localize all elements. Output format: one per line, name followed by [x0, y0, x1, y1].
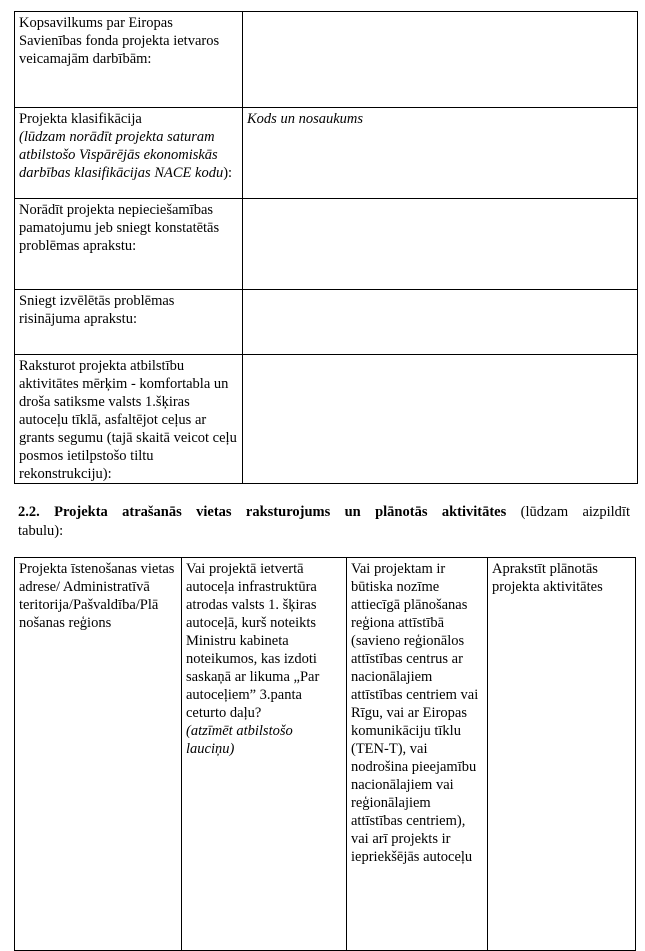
table-row — [15, 290, 638, 355]
table-row — [15, 558, 636, 951]
classification-value[interactable]: Kods un nosaukums — [243, 108, 638, 199]
section-heading — [18, 503, 630, 522]
section-number: 2.2. — [18, 504, 40, 520]
road-category-note: (atzīmēt atbilstošo lauciņu) — [186, 723, 293, 757]
road-category-header: Vai projektā ietvertā autoceļa infrastruktūra atrodas valsts 1. šķiras autoceļā, kurš noteikts Ministru kabineta noteikumos, kas izdoti saskaņā ar likuma „Par autoceļiem” 3.panta ceturto daļu? — [186, 561, 320, 721]
classification-note: (lūdzam norādīt projekta saturam atbilstošo Vispārējās ekonomiskās darbības klasifikācijas NACE kodu — [19, 129, 224, 181]
table-row — [15, 108, 638, 199]
solution-value[interactable] — [243, 290, 638, 355]
road-category-header-cell — [182, 558, 347, 951]
location-address-header: Projekta īstenošanas vietas adrese/ Administratīvā teritorija/Pašvaldība/Plā nošanas reģions — [15, 558, 182, 951]
classification-note-end: ): — [223, 165, 233, 181]
compliance-value[interactable] — [243, 355, 638, 484]
table-row — [15, 355, 638, 484]
necessity-value[interactable] — [243, 199, 638, 290]
location-activities-table — [14, 557, 636, 951]
project-summary-table — [14, 11, 638, 484]
section-title: Projekta atrašanās vietas raksturojums un plānotās aktivitātes — [54, 504, 507, 520]
summary-value[interactable] — [243, 12, 638, 108]
planned-activities-header: Aprakstīt plānotās projekta aktivitātes — [488, 558, 636, 951]
compliance-label: Raksturot projekta atbilstību aktivitātes mērķim - komfortabla un droša satiksme valsts 1.šķiras autoceļu tīklā, asfaltējot ceļus ar grants segumu (tajā skaitā veicot ceļu posmos ietilpstošo tiltu rekonstrukciju): — [15, 355, 243, 484]
regional-significance-header: Vai projektam ir būtiska nozīme attiecīgā plānošanas reģiona attīstībā (savieno reģionālos attīstības centrus ar nacionālajiem attīstības centriem vai Rīgu, vai ar Eiropas komunikāciju tīklu (TEN-T), vai nodrošina pieejamību nacionālajiem vai reģionālajiem attīstības centriem), vai arī projekts ir iepriekšējās autoceļu — [347, 558, 488, 951]
table-row — [15, 12, 638, 108]
section-note: (lūdzam aizpildīt — [520, 504, 630, 520]
classification-label-cell — [15, 108, 243, 199]
summary-label: Kopsavilkums par Eiropas Savienības fonda projekta ietvaros veicamajām darbībām: — [15, 12, 243, 108]
table-row — [15, 199, 638, 290]
solution-label: Sniegt izvēlētās problēmas risinājuma aprakstu: — [15, 290, 243, 355]
necessity-label: Norādīt projekta nepieciešamības pamatojumu jeb sniegt konstatētās problēmas aprakstu: — [15, 199, 243, 290]
classification-label: Projekta klasifikācija — [19, 111, 142, 127]
section-note-cont: tabulu): — [18, 523, 64, 539]
